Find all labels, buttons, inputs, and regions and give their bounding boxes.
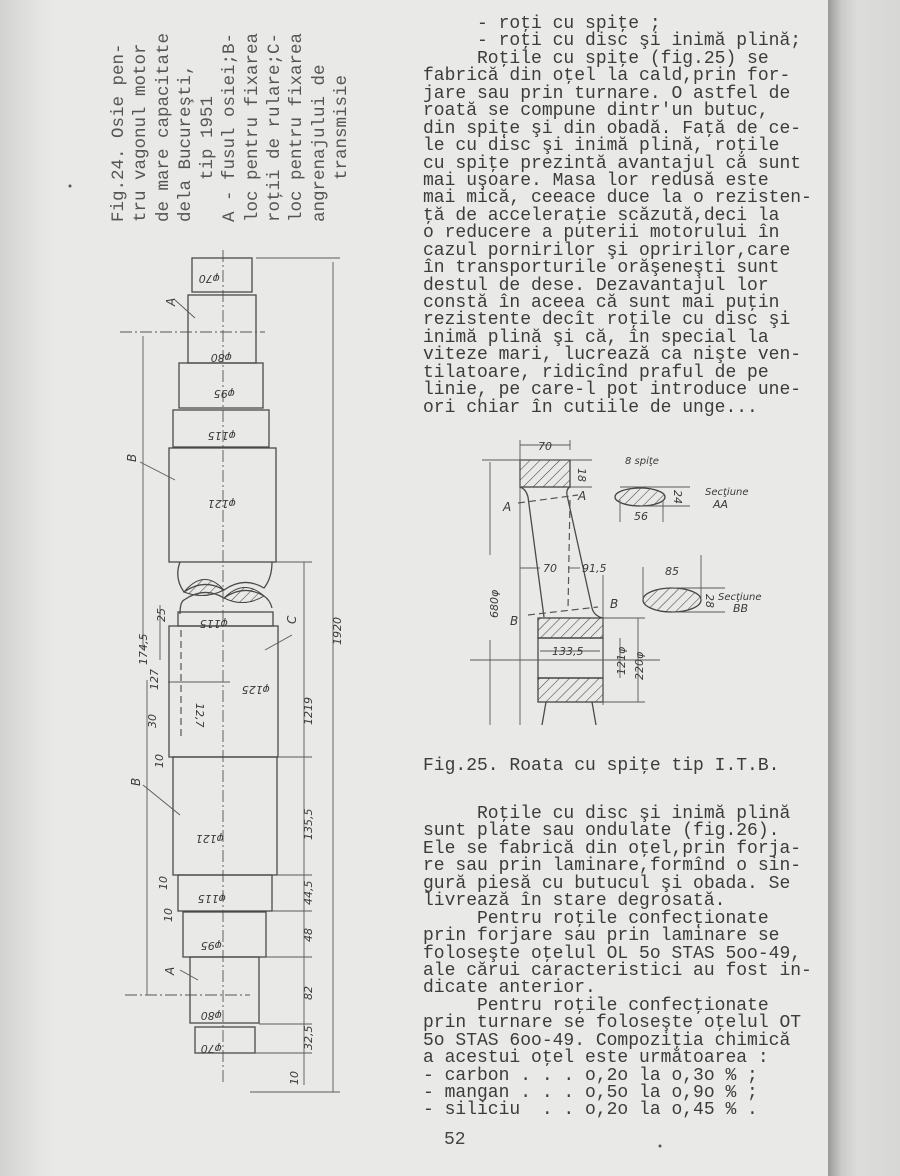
label-bb-height: 28 bbox=[703, 594, 716, 608]
text-line: cu spiţe prezintă avantajul că sunt bbox=[423, 153, 802, 174]
text-line: Fig.24. Osie pen- bbox=[109, 43, 129, 222]
text-line: cazul pornirilor şi opririlor,care bbox=[423, 240, 791, 261]
text-line: gură piesă cu butucul şi obada. Se bbox=[423, 873, 791, 894]
text-line: - mangan . . . o,5o la o,9o % ; bbox=[423, 1083, 758, 1103]
text-line: a acestui oţel este următoarea : bbox=[423, 1048, 769, 1069]
label-bb-title: Secţiune bbox=[718, 592, 762, 603]
text-block-spoked-wheels bbox=[423, 16, 812, 417]
label-aa-name: AA bbox=[713, 498, 729, 511]
text-line: - roţi cu spiţe ; bbox=[423, 14, 661, 34]
label-d121-top: φ121 bbox=[207, 497, 236, 510]
text-line: prin forjare sau prin laminare se bbox=[423, 926, 780, 947]
label-135-5: 135,5 bbox=[302, 808, 315, 840]
label-A-left: A bbox=[503, 500, 512, 514]
text-line: de mare capacitate bbox=[153, 32, 174, 222]
text-line: fabrică din oţel la cald,prin for- bbox=[423, 66, 791, 87]
label-rim-width: 70 bbox=[538, 440, 552, 453]
label-hub-length: 133,5 bbox=[552, 645, 584, 658]
label-d80-top: φ80 bbox=[210, 351, 232, 364]
text-line: - roţi cu disc şi inimă plină; bbox=[423, 31, 802, 52]
text-line: jare sau prin turnare. O astfel de bbox=[423, 83, 791, 104]
text-line: dela Bucureşti, bbox=[175, 64, 196, 222]
label-d70-bot: φ70 bbox=[200, 1042, 222, 1055]
label-12-7: 12,7 bbox=[193, 703, 206, 728]
label-48: 48 bbox=[302, 928, 315, 942]
text-line: din spiţe şi din obadă. Faţă de ce- bbox=[423, 118, 802, 139]
label-B-bot: B bbox=[129, 777, 143, 786]
label-spoke-91-5: 91,5 bbox=[582, 562, 607, 575]
text-line: mai uşoare. Masa lor redusă este bbox=[423, 170, 769, 191]
text-line: angrenajului de bbox=[309, 64, 330, 222]
label-1219: 1219 bbox=[302, 697, 315, 725]
text-line: tip 1951 bbox=[198, 95, 219, 222]
label-B-right: B bbox=[610, 597, 619, 611]
section-d95-top bbox=[179, 363, 263, 408]
text-line: - carbon . . . o,2o la o,3o % ; bbox=[423, 1065, 758, 1086]
label-r10-b: 10 bbox=[157, 876, 170, 890]
label-d121-bot: φ121 bbox=[195, 832, 224, 845]
text-line: în transporturile orăşeneşti sunt bbox=[423, 258, 780, 279]
page-number: 52 bbox=[444, 1130, 466, 1150]
figure-25-wheel-drawing bbox=[470, 440, 762, 725]
text-line: inimă plină şi că, în special la bbox=[423, 327, 769, 348]
text-line: prin turnare se foloseşte oţelul OT bbox=[423, 1013, 802, 1034]
text-line: Roţile cu spiţe (fig.25) se bbox=[423, 48, 769, 69]
text-line: constă în aceea că sunt mai puţin bbox=[423, 293, 780, 313]
text-line: loc pentru fixarea bbox=[242, 32, 263, 222]
section-aa-shape bbox=[615, 488, 665, 506]
section-d95-bot bbox=[183, 912, 266, 957]
label-127: 127 bbox=[148, 669, 161, 690]
label-82: 82 bbox=[302, 986, 315, 1000]
label-30: 30 bbox=[146, 714, 159, 728]
text-line: dicate anterior. bbox=[423, 978, 596, 999]
text-line: viteze mari, lucrează ca nişte ven- bbox=[423, 345, 802, 366]
label-aa-title: Secţiune bbox=[705, 487, 749, 498]
text-line: tru vagonul motor bbox=[131, 43, 152, 222]
label-r10-c: 10 bbox=[162, 908, 175, 922]
label-r25: 25 bbox=[155, 608, 168, 622]
text-line: re sau prin laminare,formînd o sin- bbox=[423, 856, 802, 877]
label-d220: 220φ bbox=[633, 651, 646, 680]
text-line: ale cărui caracteristici au fost in- bbox=[423, 960, 812, 981]
text-line: linie, pe care-l pot introduce une- bbox=[423, 380, 802, 401]
text-block-disc-wheels bbox=[423, 806, 812, 1120]
label-d125: φ125 bbox=[241, 683, 270, 696]
text-line: A - fusul osiei;B- bbox=[220, 32, 241, 222]
text-line: livrează în stare degrosată. bbox=[423, 891, 726, 912]
section-d80-bot bbox=[190, 957, 259, 1023]
label-A-top: A bbox=[164, 297, 178, 306]
label-spoke-70: 70 bbox=[543, 562, 557, 575]
text-line: le cu disc şi inimă plină, roţile bbox=[423, 136, 780, 157]
label-d115-bot: φ115 bbox=[197, 892, 226, 905]
label-aa-height: 24 bbox=[671, 490, 684, 504]
label-bb-width: 85 bbox=[665, 565, 679, 578]
section-bb-shape bbox=[643, 588, 701, 612]
rim-section bbox=[520, 460, 570, 487]
label-B-left: B bbox=[510, 614, 519, 628]
label-32-5: 32,5 bbox=[302, 1025, 315, 1050]
text-line: - siliciu . . o,2o la o,45 % . bbox=[423, 1100, 758, 1121]
label-174-5: 174,5 bbox=[137, 633, 150, 665]
label-d115-mid: φ115 bbox=[199, 617, 228, 630]
text-line: Pentru roţile confecţionate bbox=[423, 995, 769, 1016]
text-line: Roţile cu disc şi inimă plină bbox=[423, 804, 791, 824]
label-aa-width: 56 bbox=[634, 510, 648, 523]
label-1920: 1920 bbox=[331, 617, 344, 645]
label-d95-top: φ95 bbox=[213, 387, 235, 400]
section-d121-bot bbox=[173, 757, 277, 875]
figure-24-axle-drawing bbox=[120, 250, 344, 1092]
label-A-right: A bbox=[578, 489, 587, 503]
text-line: mai mică, ceeace duce la o rezisten- bbox=[423, 188, 812, 209]
label-d121: 121φ bbox=[615, 646, 628, 675]
break-hatch-2 bbox=[224, 587, 264, 602]
label-d95-bot: φ95 bbox=[200, 939, 222, 952]
text-line: loc pentru fixarea bbox=[287, 32, 308, 222]
label-d680: 680φ bbox=[488, 589, 501, 618]
label-rim-height: 18 bbox=[575, 468, 588, 482]
text-line: transmisie bbox=[331, 74, 352, 222]
ink-dot bbox=[659, 1145, 662, 1148]
text-line: sunt plate sau ondulate (fig.26). bbox=[423, 821, 780, 842]
label-d80-bot: φ80 bbox=[200, 1009, 222, 1022]
label-44-5: 44,5 bbox=[302, 880, 315, 905]
label-bb-name: BB bbox=[733, 602, 749, 615]
text-line: roată se compune dintr'un butuc, bbox=[423, 101, 769, 122]
label-B-top: B bbox=[125, 453, 139, 462]
label-C: C bbox=[285, 615, 299, 624]
text-line: foloseşte oţelul OL 5o STAS 5oo-49, bbox=[423, 943, 802, 964]
text-line: roţii de rulare;C- bbox=[265, 32, 286, 222]
text-line: destul de dese. Dezavantajul lor bbox=[423, 275, 769, 296]
label-r10-a: 10 bbox=[153, 754, 166, 768]
text-line: rezistente decît roţile cu disc şi bbox=[423, 310, 791, 331]
figure-25-caption: Fig.25. Roata cu spiţe tip I.T.B. bbox=[423, 756, 780, 776]
ink-dot bbox=[69, 185, 72, 188]
text-line: o reducere a puterii motorului în bbox=[423, 223, 780, 244]
label-d70-top: φ70 bbox=[198, 272, 220, 285]
text-line: 5o STAS 6oo-49. Compoziţia chimică bbox=[423, 1030, 791, 1051]
text-line: tilatoare, ridicînd praful de pe bbox=[423, 362, 769, 383]
label-A-bot: A bbox=[163, 966, 177, 975]
text-line: Pentru roţile confecţionate bbox=[423, 908, 769, 929]
label-d115-top: φ115 bbox=[207, 429, 236, 442]
text-line: ţă de acceleraţie scăzută,deci la bbox=[423, 205, 780, 226]
text-line: Ele se fabrică din oţel,prin forja- bbox=[423, 838, 802, 859]
label-spokes: 8 spiţe bbox=[625, 456, 659, 467]
label-10-end: 10 bbox=[288, 1071, 301, 1085]
text-line: ori chiar în cutiile de unge... bbox=[423, 397, 758, 418]
